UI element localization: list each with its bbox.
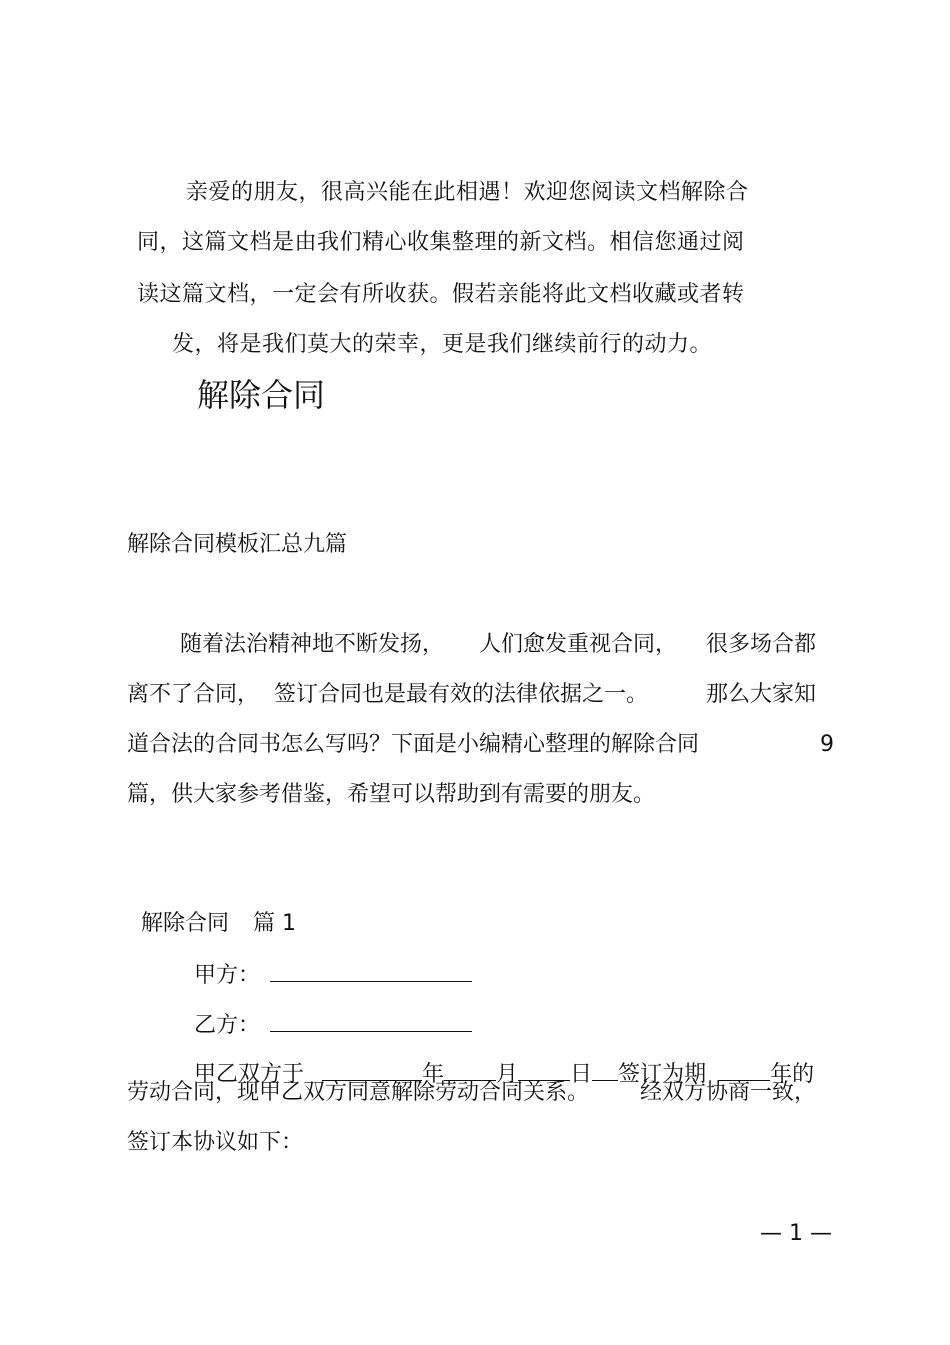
para1-line-1b: 人们愈发重视合同， [479,632,678,657]
section-number: 篇 1 [253,911,297,936]
para1-line-1a: 随着法治精神地不断发扬， [180,632,445,657]
page-number: — 1 — [760,1221,832,1246]
years-of-label: 年的 [770,1062,815,1087]
party-a-label: 甲方： [194,963,261,988]
para1-line-2b: 签订合同也是最有效的法律依据之一。 [274,682,649,707]
para1-line-1c: 很多场合都 [706,632,817,657]
signed-label: 签订为期 [618,1062,707,1087]
month-label: 月 [496,1062,519,1087]
para1-line-4: 篇，供大家参考借鉴，希望可以帮助到有需要的朋友。 [127,782,656,807]
section-name: 解除合同 [141,911,230,936]
para2-text-start: 甲乙双方于 [194,1062,305,1087]
year-label: 年 [422,1062,445,1087]
para2-line-2b: 经双方协商一致， [640,1080,817,1105]
para1-line-2a: 离不了合同， [127,682,260,707]
intro-line-2: 同，这篇文档是由我们精心收集整理的新文档。相信您通过阅 [137,230,745,255]
party-b-label: 乙方： [194,1013,261,1038]
intro-line-4: 发，将是我们莫大的荣幸，更是我们继续前行的动力。 [172,332,713,357]
intro-line-1: 亲爱的朋友，很高兴能在此相遇！欢迎您阅读文档解除合 [186,180,749,205]
para2-line-3: 签订本协议如下： [127,1130,304,1155]
intro-line-3: 读这篇文档，一定会有所收获。假若亲能将此文档收藏或者转 [137,282,745,307]
para1-line-3a: 道合法的合同书怎么写吗？下面是小编精心整理的解除合同 [127,732,700,757]
para1-line-3b: 9 [820,732,834,757]
date-extra-blank[interactable] [592,1058,618,1081]
day-label: 日 [570,1062,593,1087]
para2-line-2a: 劳动合同，现甲乙双方同意解除劳动合同关系。 [127,1080,590,1105]
para1-line-2c: 那么大家知 [706,682,817,707]
document-title: 解除合同 [197,376,326,414]
document-subtitle: 解除合同模板汇总九篇 [127,532,348,557]
